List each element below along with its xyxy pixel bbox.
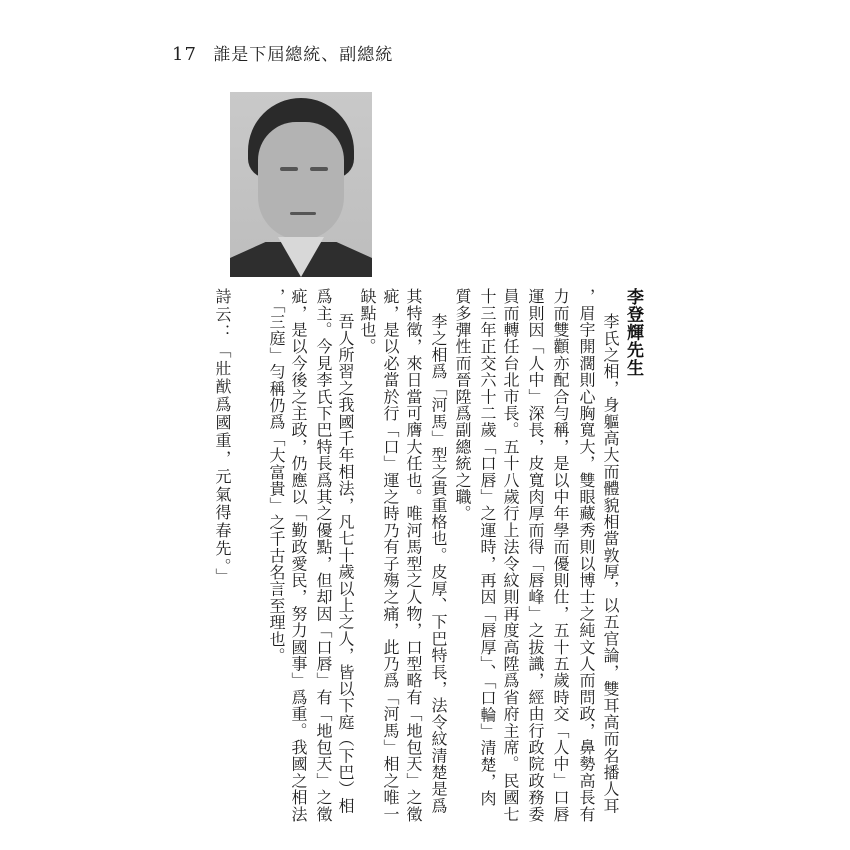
article-title: 李登輝先生: [623, 288, 643, 377]
running-title: 誰是下屆總統、副總統: [213, 45, 394, 65]
portrait-photo: [230, 92, 372, 277]
photo-eye-right: [310, 167, 328, 171]
text-column-7: 質多彈性而晉陞爲副總統之職。: [453, 288, 472, 522]
poem-quote: 詩云：「壯猷爲國重，元氣得春先。」: [213, 288, 232, 586]
text-column-8: 李之相爲「河馬」型之貴重格也。皮厚、下巴特長，法令紋清楚是爲: [429, 313, 448, 814]
text-column-11: 缺點也。: [358, 288, 377, 355]
text-column-9: 其特徵，來日當可膺大任也。唯河馬型之人物，口型略有「地包天」之徵: [404, 288, 423, 823]
page-number: 17: [172, 44, 197, 65]
text-column-12: 吾人所習之我國千年相法，凡七十歲以上之人，皆以下庭（下巴）相: [336, 313, 355, 814]
text-column-4: 運則因「人中」深長，皮寬肉厚而得「唇峰」之拔識，經由行政院政務委: [526, 288, 545, 823]
text-column-2: ，眉宇開濶則心胸寬大，雙眼藏秀則以博士之純文人而問政，鼻勢高長有: [577, 288, 596, 823]
photo-mouth: [290, 212, 316, 215]
text-column-6: 十三年正交六十二歲「口唇」之運時，再因「唇厚」、「口輪」清楚，肉: [478, 288, 497, 807]
running-header: [172, 40, 393, 65]
text-column-5: 員而轉任台北市長。五十八歲行上法令紋則再度高陞爲省府主席。民國七: [501, 288, 520, 823]
text-column-15: ，「三庭」勻稱仍爲「大富貴」之千古名言至理也。: [267, 288, 286, 665]
photo-eye-left: [280, 167, 298, 171]
text-column-10: 疵，是以必當於行「口」運之時乃有子殤之痛，此乃爲「河馬」相之唯一: [381, 288, 400, 823]
text-column-13: 爲主。今見李氏下巴特長爲其之優點，但却因「口唇」有「地包天」之徵: [314, 288, 333, 823]
text-column-14: 疵，是以今後之主政，仍應以「勤政愛民，努力國事」爲重。我國之相法: [289, 288, 308, 823]
text-column-3: 力而雙顴亦配合勻稱，是以中年學而優則仕，五十五歲時交「人中」口唇: [551, 288, 570, 823]
text-column-1: 李氏之相，身軀高大而體貌相當敦厚，以五官論，雙耳高而名播人耳: [601, 313, 620, 814]
photo-face: [258, 122, 344, 240]
